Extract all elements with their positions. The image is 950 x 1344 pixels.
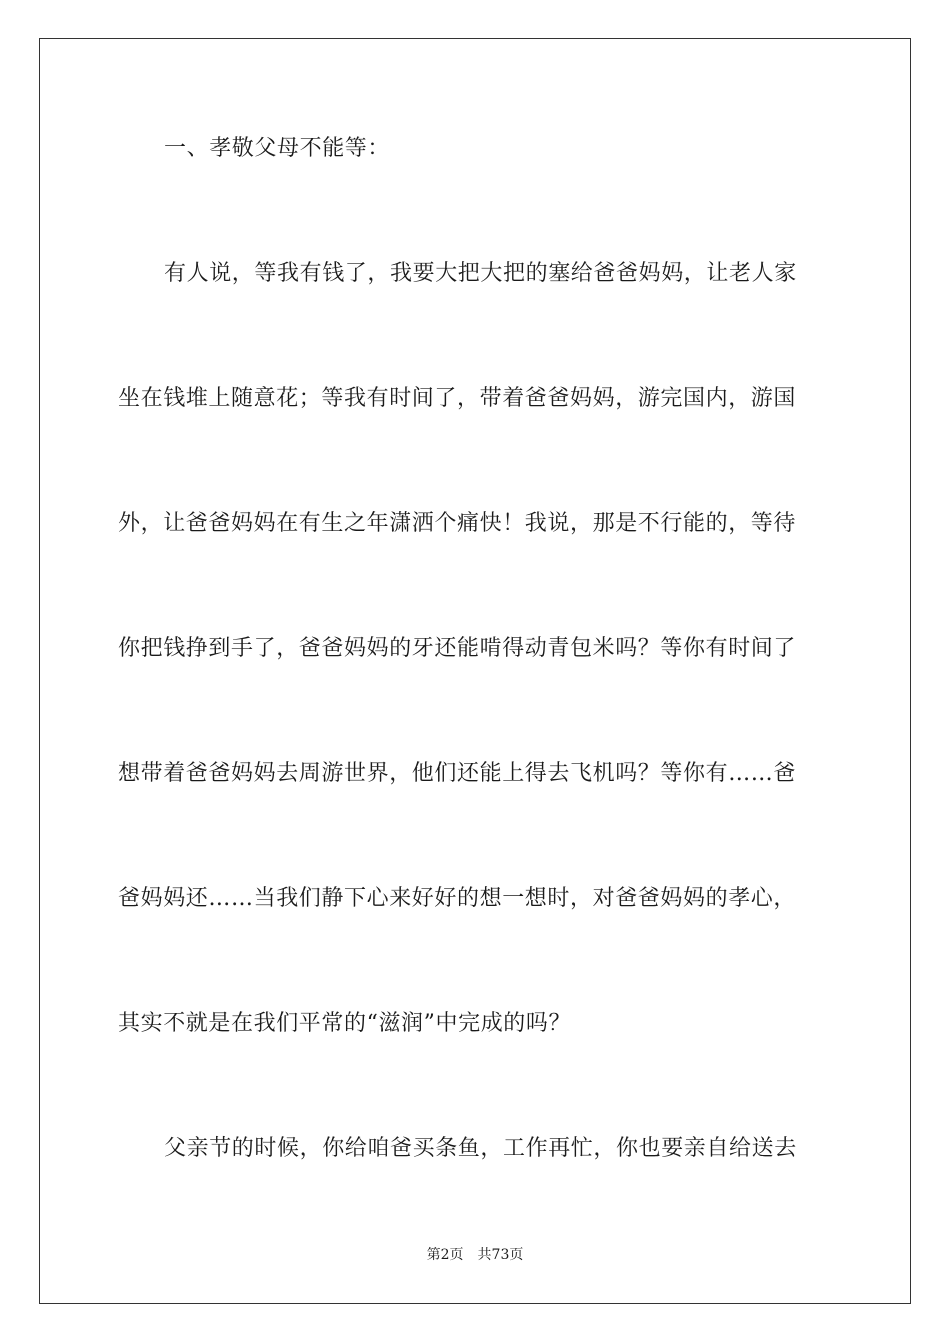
paragraph-line: 你把钱挣到手了，爸爸妈妈的牙还能啃得动青包米吗？等你有时间了 — [118, 636, 797, 661]
paragraph-line: 想带着爸爸妈妈去周游世界，他们还能上得去飞机吗？等你有……爸 — [118, 761, 797, 786]
paragraph-line: 爸妈妈还……当我们静下心来好好的想一想时，对爸爸妈妈的孝心， — [118, 886, 797, 911]
page-border — [39, 38, 911, 1304]
paragraph-line: 父亲节的时候，你给咱爸买条鱼，工作再忙，你也要亲自给送去 — [164, 1136, 797, 1161]
total-page-count: 共73页 — [477, 1247, 524, 1263]
current-page-number: 第2页 — [426, 1247, 464, 1263]
page-footer — [0, 1245, 950, 1265]
paragraph-line: 外，让爸爸妈妈在有生之年潇洒个痛快！我说，那是不行能的，等待 — [118, 511, 797, 536]
paragraph-line: 有人说，等我有钱了，我要大把大把的塞给爸爸妈妈，让老人家 — [164, 261, 797, 286]
paragraph-line: 坐在钱堆上随意花；等我有时间了，带着爸爸妈妈，游完国内，游国 — [118, 386, 797, 411]
section-heading: 一、孝敬父母不能等： — [164, 136, 391, 161]
paragraph-line: 其实不就是在我们平常的“滋润”中完成的吗？ — [118, 1011, 572, 1036]
